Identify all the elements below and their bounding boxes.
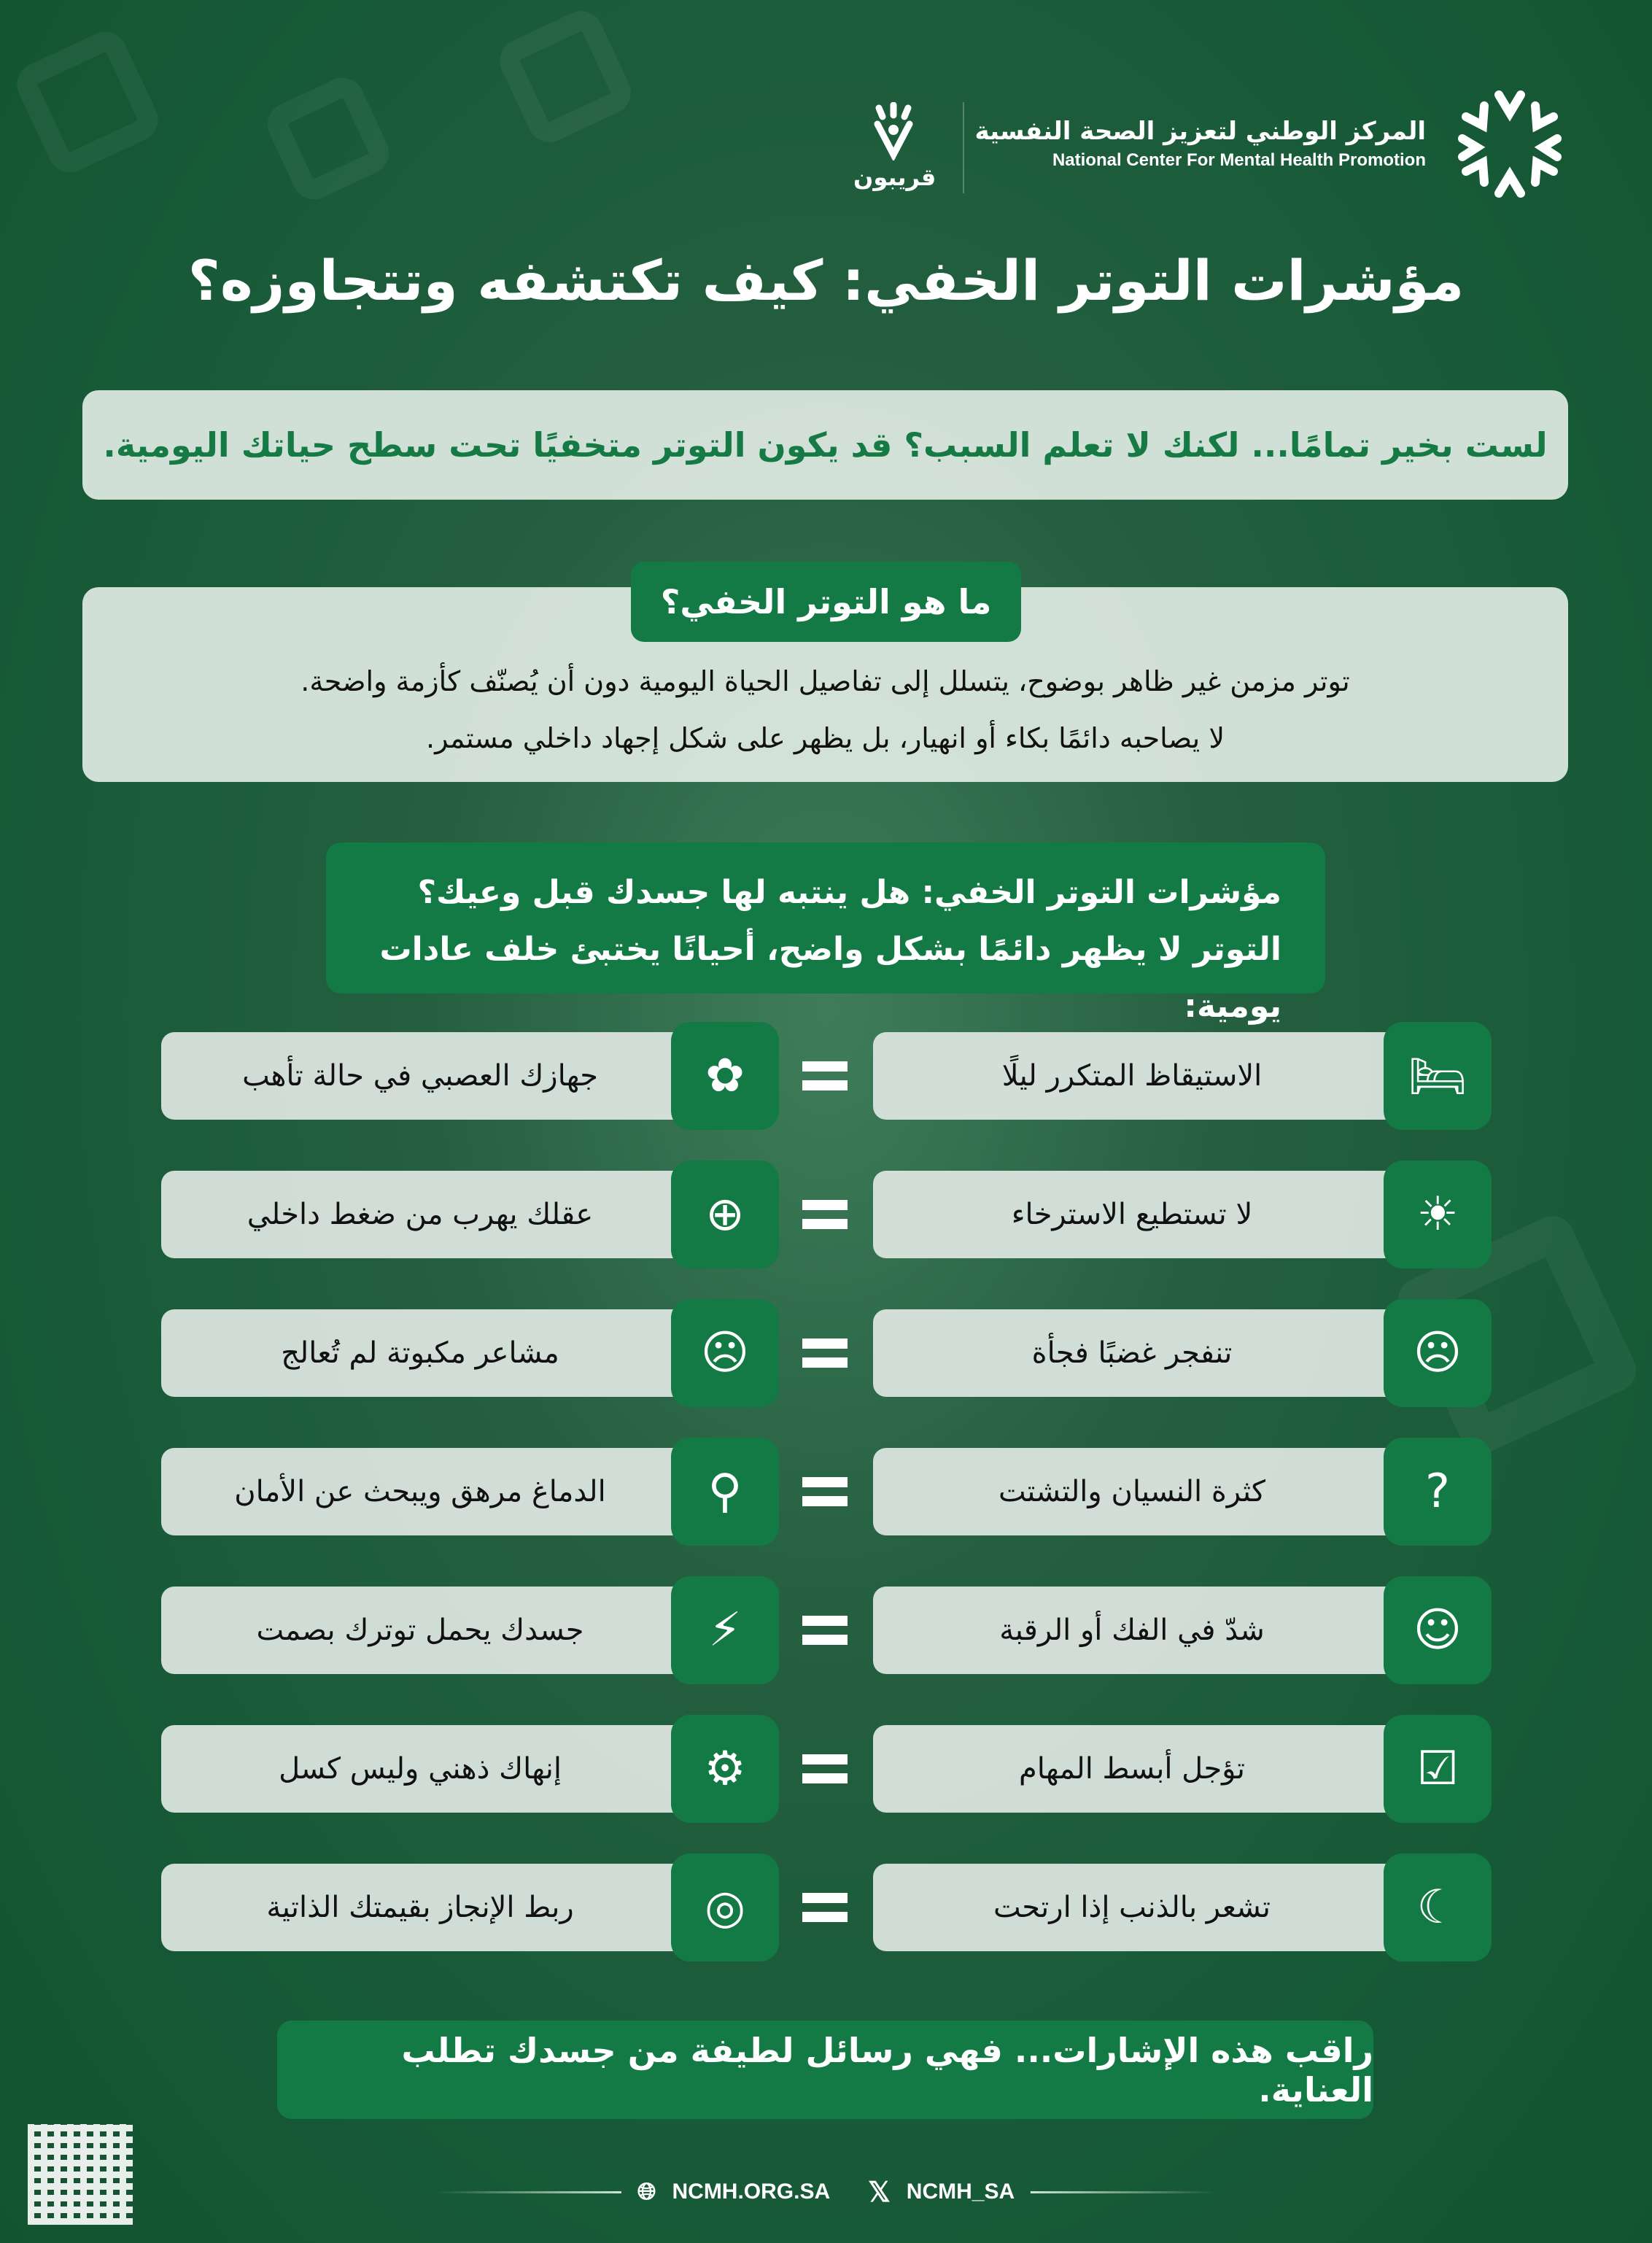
sad-person-icon: ☹︎: [671, 1299, 779, 1407]
indicators-heading: [326, 842, 1325, 1025]
bg-decoration: [260, 71, 396, 206]
meaning-pill: [161, 1032, 679, 1120]
logo-divider: [963, 102, 964, 193]
sign-text: كثرة النسيان والتشتت: [998, 1475, 1265, 1508]
neck-pain-icon: ☺︎: [1384, 1576, 1492, 1684]
sign-pill: [873, 1864, 1391, 1951]
sign-pill: [873, 1587, 1391, 1674]
page-title: مؤشرات التوتر الخفي: كيف تكتشفه وتتجاوزه؟: [187, 248, 1465, 313]
intro-text: لست بخير تمامًا... لكنك لا تعلم السبب؟ قد يكون التوتر متخفيًا تحت سطح حياتك اليومية.: [103, 425, 1548, 465]
partner-logo-text: قريبون: [853, 163, 936, 191]
definition-label: ما هو التوتر الخفي؟: [631, 562, 1021, 642]
meaning-text: ربط الإنجاز بقيمتك الذاتية: [266, 1891, 574, 1924]
footer-line: [1031, 2191, 1214, 2193]
lounge-chair-icon: ☀︎: [1384, 1161, 1492, 1268]
confused-person-icon: ?: [1384, 1438, 1492, 1546]
org-name-en: National Center For Mental Health Promotion: [1052, 150, 1426, 170]
indicator-row: [0, 1161, 1652, 1268]
equals-icon: [802, 1339, 848, 1368]
sign-pill: [873, 1309, 1391, 1397]
footer-line: [438, 2191, 621, 2193]
equals-icon: [802, 1200, 848, 1229]
bg-decoration: [492, 4, 637, 149]
meaning-text: عقلك يهرب من ضغط داخلي: [247, 1198, 594, 1231]
org-name-ar: المركز الوطني لتعزيز الصحة النفسية: [974, 117, 1426, 146]
indicators-title: مؤشرات التوتر الخفي: هل ينتبه لها جسدك قبل وعيك؟: [417, 874, 1281, 911]
meaning-text: جسدك يحمل توترك بصمت: [256, 1614, 584, 1647]
clipboard-clock-icon: ☑︎: [1384, 1715, 1492, 1823]
equals-icon: [802, 1754, 848, 1783]
qariboon-logo: [853, 102, 934, 191]
achievement-target-icon: ◎︎: [671, 1853, 779, 1961]
brain-pressure-icon: ⊕︎: [671, 1161, 779, 1268]
bg-decoration: [10, 25, 166, 180]
stressed-person-icon: ⚡︎: [671, 1576, 779, 1684]
angry-head-icon: ☹︎: [1384, 1299, 1492, 1407]
indicator-row: [0, 1438, 1652, 1546]
footer: [438, 2174, 1214, 2210]
ncmh-logo-text: [975, 117, 1427, 171]
sign-text: شدّ في الفك أو الرقبة: [999, 1614, 1265, 1647]
indicator-row: [0, 1715, 1652, 1823]
sign-text: تشعر بالذنب إذا ارتحت: [993, 1891, 1271, 1924]
x-logo-icon: 𝕏: [868, 2177, 891, 2208]
meaning-text: جهازك العصبي في حالة تأهب: [242, 1059, 598, 1093]
meaning-pill: [161, 1725, 679, 1813]
qariboon-logo-icon: [864, 102, 923, 160]
definition-line: توتر مزمن غير ظاهر بوضوح، يتسلل إلى تفاصيل الحياة اليومية دون أن يُصنّف كأزمة واضحة.: [300, 665, 1350, 697]
brain-search-icon: ⚲︎: [671, 1438, 779, 1546]
indicator-row: [0, 1022, 1652, 1130]
meaning-pill: [161, 1587, 679, 1674]
person-rest-icon: ☾︎: [1384, 1853, 1492, 1961]
head-brain-icon: ✿︎: [671, 1022, 779, 1130]
equals-icon: [802, 1893, 848, 1922]
equals-icon: [802, 1616, 848, 1645]
meaning-pill: [161, 1864, 679, 1951]
sign-text: لا تستطيع الاسترخاء: [1011, 1198, 1253, 1231]
closing-text: راقب هذه الإشارات... فهي رسائل لطيفة من جسدك تطلب العناية.: [401, 2030, 1373, 2110]
qr-code[interactable]: [28, 2124, 133, 2225]
meaning-text: الدماغ مرهق ويبحث عن الأمان: [234, 1475, 606, 1508]
intro-box: [82, 390, 1568, 500]
x-handle-link[interactable]: NCMH_SA: [906, 2180, 1015, 2204]
indicator-row: [0, 1299, 1652, 1407]
bed-sleep-icon: 🛏︎: [1384, 1022, 1492, 1130]
equals-icon: [802, 1477, 848, 1506]
meaning-pill: [161, 1309, 679, 1397]
sign-pill: [873, 1032, 1391, 1120]
head-gear-icon: ⚙︎: [671, 1715, 779, 1823]
meaning-pill: [161, 1448, 679, 1535]
indicator-row: [0, 1576, 1652, 1684]
sign-text: تؤجل أبسط المهام: [1019, 1752, 1245, 1786]
sign-pill: [873, 1448, 1391, 1535]
definition-line: لا يصاحبه دائمًا بكاء أو انهيار، بل يظهر على شكل إجهاد داخلي مستمر.: [425, 722, 1225, 754]
closing-banner: [277, 2021, 1373, 2119]
sign-text: الاستيقاظ المتكرر ليلًا: [1001, 1059, 1263, 1093]
meaning-pill: [161, 1171, 679, 1258]
indicators-subtitle: التوتر لا يظهر دائمًا بشكل واضح، أحيانًا يختبئ خلف عادات يومية:: [379, 931, 1281, 1025]
sign-pill: [873, 1171, 1391, 1258]
globe-icon: 🌐︎: [637, 2178, 656, 2204]
sign-pill: [873, 1725, 1391, 1813]
equals-icon: [802, 1061, 848, 1090]
indicator-row: [0, 1853, 1652, 1961]
sign-text: تنفجر غضبًا فجأة: [1031, 1336, 1233, 1370]
meaning-text: إنهاك ذهني وليس كسل: [279, 1752, 562, 1786]
website-link[interactable]: NCMH.ORG.SA: [672, 2180, 831, 2204]
meaning-text: مشاعر مكبوتة لم تُعالج: [281, 1336, 559, 1370]
ncmh-logo-icon: [1448, 80, 1572, 208]
